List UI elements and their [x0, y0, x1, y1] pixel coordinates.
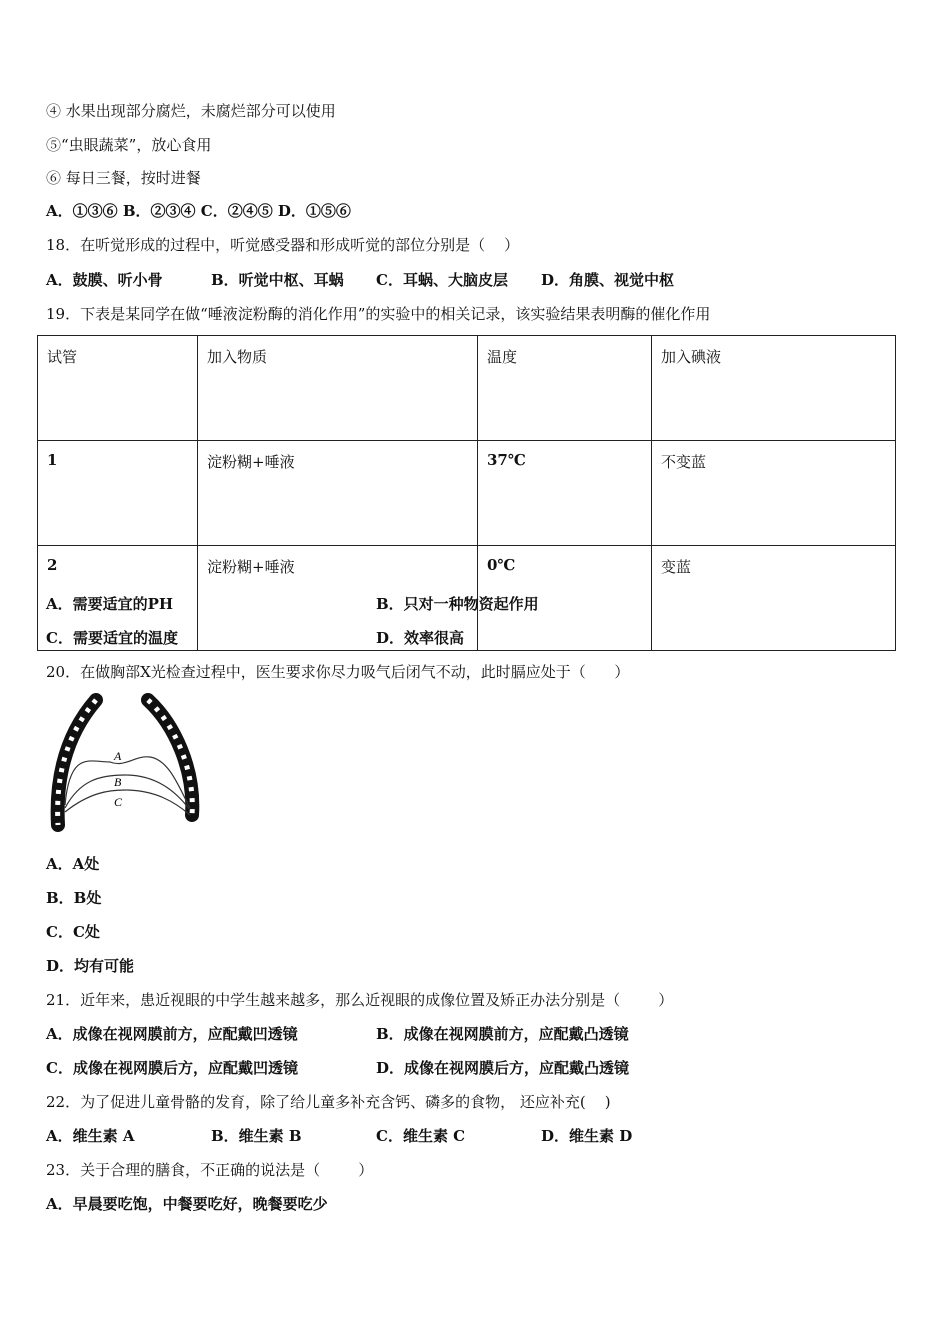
q22-option-b: B．维生素 B: [211, 1127, 302, 1145]
header-cell: 加入物质: [198, 336, 478, 441]
line-b: [65, 775, 190, 810]
q20-option-d: D．均有可能: [46, 957, 135, 975]
diaphragm-figure: [30, 690, 230, 840]
q20-stem: 20．在做胸部X光检查过程中，医生要求你尽力吸气后闭气不动，此时膈应处于（ ）: [46, 663, 630, 681]
q17-item4: ④ 水果出现部分腐烂，未腐烂部分可以使用: [46, 102, 336, 120]
header-cell: 加入碘液: [652, 336, 896, 441]
q22-option-a: A．维生素 A: [46, 1127, 135, 1145]
q18-option-b: B．听觉中枢、耳蜗: [211, 271, 344, 289]
label-c: C: [114, 795, 123, 809]
table-cell: 淀粉糊+唾液: [198, 546, 478, 651]
q18-option-c: C．耳蜗、大脑皮层: [376, 271, 508, 289]
q21-option-c: C．成像在视网膜后方，应配戴凹透镜: [46, 1059, 298, 1077]
q19-option-b: B．只对一种物资起作用: [376, 595, 539, 613]
q22-option-c: C．维生素 C: [376, 1127, 466, 1145]
table-cell: 2: [38, 546, 198, 651]
q22-stem: 22．为了促进儿童骨骼的发育，除了给儿童多补充含钙、磷多的食物， 还应补充( ): [46, 1093, 611, 1111]
q21-option-a: A．成像在视网膜前方，应配戴凹透镜: [46, 1025, 298, 1043]
table-cell: 变蓝: [652, 546, 896, 651]
table-cell: 37℃: [478, 441, 652, 546]
q23-option-a: A．早晨要吃饱，中餐要吃好，晚餐要吃少: [46, 1195, 328, 1213]
table-row: [38, 441, 896, 546]
q20-option-b: B．B处: [46, 889, 102, 907]
q17-item6: ⑥ 每日三餐，按时进餐: [46, 169, 201, 187]
header-cell: 试管: [38, 336, 198, 441]
q19-option-d: D．效率很高: [376, 629, 465, 647]
q19-option-c: C．需要适宜的温度: [46, 629, 178, 647]
q20-option-a: A．A处: [46, 855, 100, 873]
q20-option-c: C．C处: [46, 923, 100, 941]
q21-stem: 21．近年来，患近视眼的中学生越来越多，那么近视眼的成像位置及矫正办法分别是（ ）: [46, 991, 674, 1009]
label-a: A: [114, 749, 122, 763]
left-ribcage: [58, 700, 96, 825]
q18-option-a: A．鼓膜、听小骨: [46, 271, 163, 289]
table-header-row: [38, 336, 896, 441]
q19-option-a: A．需要适宜的PH: [46, 595, 174, 613]
table-cell: 不变蓝: [652, 441, 896, 546]
q21-option-b: B．成像在视网膜前方，应配戴凸透镜: [376, 1025, 629, 1043]
q22-option-d: D．维生素 D: [541, 1127, 633, 1145]
q21-option-d: D．成像在视网膜后方，应配戴凸透镜: [376, 1059, 630, 1077]
header-cell: 温度: [478, 336, 652, 441]
label-b: B: [114, 775, 122, 789]
line-a: [65, 757, 190, 808]
line-c: [65, 790, 190, 815]
q17-options: A．①③⑥ B．②③④ C．②④⑤ D．①⑤⑥: [46, 202, 351, 220]
q23-stem: 23．关于合理的膳食，不正确的说法是（ ）: [46, 1161, 374, 1179]
table-cell: 淀粉糊+唾液: [198, 441, 478, 546]
table-cell: 0℃: [478, 546, 652, 651]
q18-stem: 18．在听觉形成的过程中，听觉感受器和形成听觉的部位分别是（ ）: [46, 236, 520, 254]
q18-option-d: D．角膜、视觉中枢: [541, 271, 675, 289]
q19-stem: 19．下表是某同学在做“唾液淀粉酶的消化作用”的实验中的相关记录，该实验结果表明酶的催化作用: [46, 305, 711, 323]
q17-item5: ⑤“虫眼蔬菜”，放心食用: [46, 136, 212, 154]
table-cell: 1: [38, 441, 198, 546]
